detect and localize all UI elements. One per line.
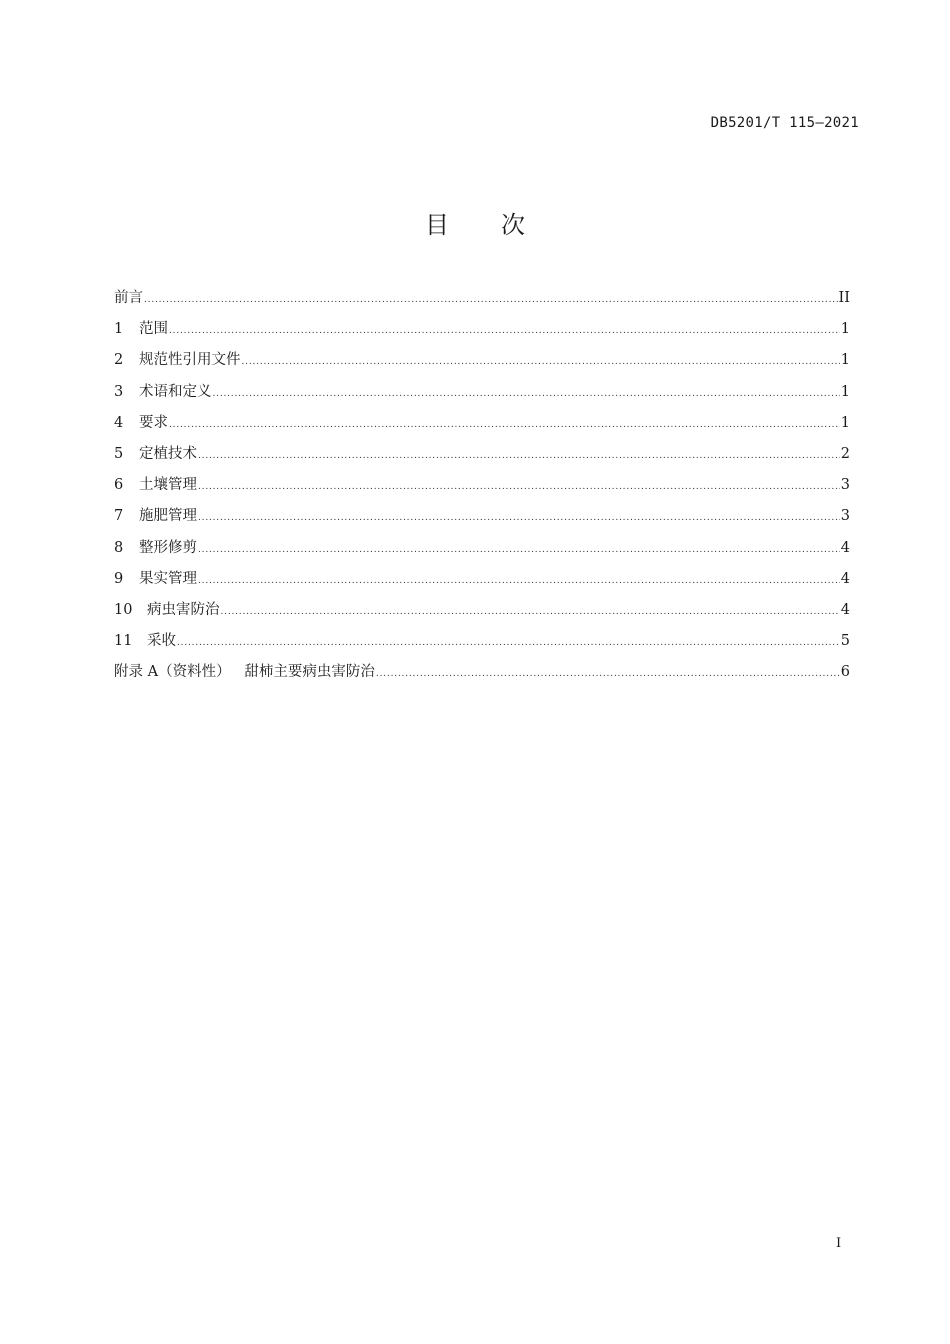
toc-entry-number: 5: [114, 445, 124, 462]
toc-entry-7[interactable]: [114, 504, 850, 535]
toc-entry-8[interactable]: [114, 536, 850, 567]
toc-leader-dots: [177, 631, 840, 655]
toc-page-number: 4: [840, 601, 850, 618]
toc-entry-label: 前言: [114, 290, 143, 306]
toc-entry-number: 6: [114, 477, 124, 494]
toc-entry-3[interactable]: [114, 380, 850, 411]
toc-entry-number: 2: [114, 352, 124, 369]
toc-leader-dots: [144, 288, 838, 312]
toc-entry-label: 要求: [139, 414, 168, 431]
toc-leader-dots: [169, 413, 840, 437]
toc-page-number: 6: [840, 664, 850, 681]
toc-page-number: 3: [840, 508, 850, 525]
toc-entry-2[interactable]: [114, 348, 850, 379]
toc-entry-foreword[interactable]: [114, 286, 850, 317]
toc-entry-number: 9: [114, 570, 124, 587]
toc-leader-dots: [221, 600, 840, 624]
page-number: I: [836, 1236, 842, 1251]
toc-entry-11[interactable]: [114, 629, 850, 660]
toc-entry-label: 采收: [147, 633, 176, 650]
toc-entry-label: 定植技术: [139, 445, 197, 462]
toc-entry-5[interactable]: [114, 442, 850, 473]
toc-entry-6[interactable]: [114, 473, 850, 504]
toc-entry-label: 果实管理: [139, 570, 197, 587]
toc-entry-number: 8: [114, 539, 124, 556]
toc-entry-label: 整形修剪: [139, 539, 197, 556]
toc-leader-dots: [198, 475, 840, 499]
toc-entry-label: 病虫害防治: [147, 601, 220, 618]
toc-entry-label: 土壤管理: [139, 477, 197, 494]
toc-entry-10[interactable]: [114, 598, 850, 629]
document-code: DB5201/T 115—2021: [710, 115, 859, 131]
toc-entry-label: 规范性引用文件: [139, 352, 241, 369]
toc-leader-dots: [213, 382, 840, 406]
toc-page-number: 1: [840, 321, 850, 338]
toc-leader-dots: [198, 506, 840, 530]
title-char-1: 目: [425, 211, 449, 239]
toc-leader-dots: [198, 444, 840, 468]
toc-page-number: II: [838, 290, 850, 306]
toc-entry-number: 3: [114, 383, 124, 400]
toc-leader-dots: [242, 350, 840, 374]
toc-leader-dots: [198, 569, 840, 593]
toc-page-number: 2: [840, 445, 850, 462]
toc-page-number: 5: [840, 633, 850, 650]
table-of-contents: [114, 286, 850, 691]
toc-entry-number: 1: [114, 321, 124, 338]
toc-page-number: 3: [840, 477, 850, 494]
toc-entry-1[interactable]: [114, 317, 850, 348]
toc-page-number: 1: [840, 352, 850, 369]
title-char-2: 次: [501, 211, 525, 239]
toc-entry-number: 10: [114, 601, 133, 618]
toc-entry-4[interactable]: [114, 411, 850, 442]
toc-page-number: 1: [840, 414, 850, 431]
toc-entry-label: 范围: [139, 321, 168, 338]
toc-entry-label: 附录 A（资料性） 甜柿主要病虫害防治: [114, 664, 375, 681]
toc-leader-dots: [169, 319, 840, 343]
toc-entry-appendix-a[interactable]: [114, 660, 850, 691]
toc-entry-number: 4: [114, 414, 124, 431]
toc-page-number: 1: [840, 383, 850, 400]
toc-entry-label: 施肥管理: [139, 508, 197, 525]
toc-leader-dots: [198, 538, 840, 562]
toc-leader-dots: [376, 662, 840, 686]
toc-page-number: 4: [840, 570, 850, 587]
toc-page-number: 4: [840, 539, 850, 556]
toc-entry-number: 11: [114, 633, 133, 650]
page-title: [0, 205, 950, 240]
toc-entry-number: 7: [114, 508, 124, 525]
toc-entry-label: 术语和定义: [139, 383, 212, 400]
toc-entry-9[interactable]: [114, 567, 850, 598]
